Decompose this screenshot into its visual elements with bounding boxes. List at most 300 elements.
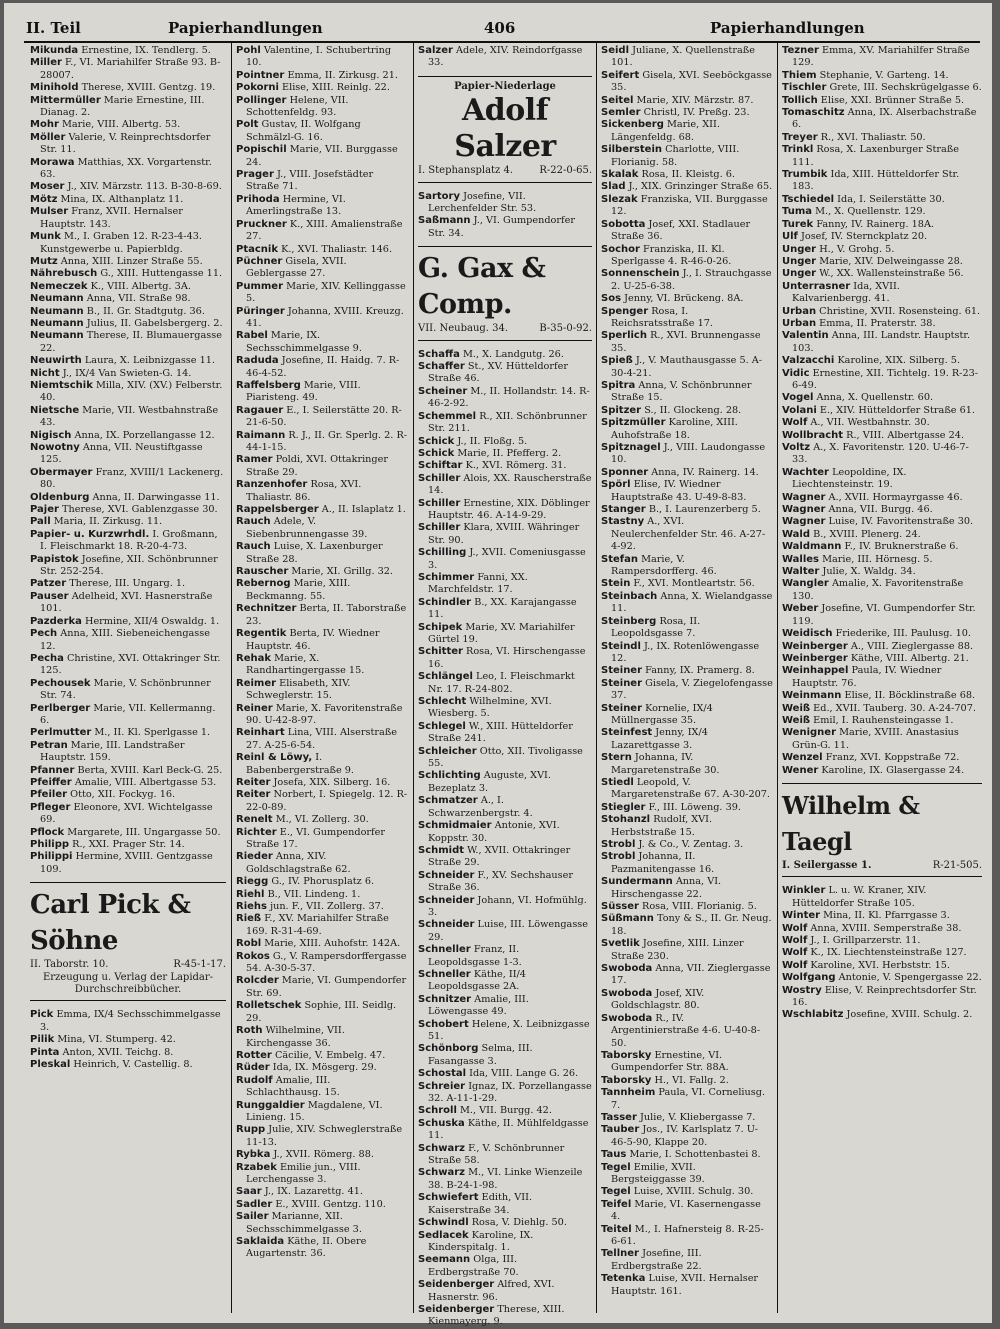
entry-details: Therese, XVIII. Gentzg. 19. <box>81 82 216 94</box>
entry-name: Regentik <box>236 628 287 640</box>
directory-entry <box>418 795 592 820</box>
directory-entry <box>782 417 982 429</box>
entry-name: Ulf <box>782 231 798 243</box>
entry-name: Wenigner <box>782 727 836 739</box>
entry-name: Pfleger <box>30 801 71 813</box>
running-head-left: Papierhandlungen <box>168 19 323 37</box>
entry-details: Lina, VIII. Alserstraße 27. A-25-6-54. <box>246 727 397 751</box>
directory-entry <box>601 1186 773 1198</box>
directory-entry <box>782 960 982 972</box>
entry-name: Tschiedel <box>782 193 835 205</box>
entry-details: M., I. Graben 12. R-23-4-43. Kunstgewerbe u. Papierbldg. <box>40 231 202 255</box>
directory-entry <box>782 578 982 603</box>
entry-name: Riehs <box>236 901 267 913</box>
entry-name: Morawa <box>30 156 75 168</box>
entry-name: Sundermann <box>601 876 673 888</box>
entry-details: Rosa, X. Laxenburger Straße 111. <box>792 144 959 168</box>
entry-name: Steinfest <box>601 727 653 739</box>
directory-entry <box>601 169 773 181</box>
entry-name: Spieß <box>601 355 633 367</box>
directory-entry <box>782 442 982 467</box>
directory-entry <box>30 1047 226 1059</box>
directory-entry <box>30 839 226 851</box>
entry-details: W., XX. Wallensteinstraße 56. <box>819 268 964 280</box>
entry-name: Nicht <box>30 367 60 379</box>
entry-details: Julius, II. Gabelsbergerg. 2. <box>86 317 223 329</box>
entry-details: Ernestine, XII. Tichtelg. 19. R-23-6-49. <box>792 367 979 391</box>
entry-name: Rechnitzer <box>236 603 297 615</box>
directory-entry <box>601 219 773 244</box>
entry-name: Saßmann <box>418 215 471 227</box>
entry-name: Schiller <box>418 522 461 534</box>
entry-details: B., I. Laurenzerberg 5. <box>648 504 761 516</box>
entry-name: Salzer <box>418 45 453 56</box>
directory-entry <box>236 703 408 728</box>
entry-details: Marie, X. Randhartingergasse 15. <box>246 652 365 677</box>
directory-entry <box>601 516 773 553</box>
entry-details: Anna, XIII. Linzer Straße 55. <box>60 255 203 267</box>
directory-entry <box>601 405 773 417</box>
entry-name: Urban <box>782 317 817 329</box>
directory-entry <box>236 82 408 94</box>
directory-entry <box>782 516 982 528</box>
entry-name: Schaffer <box>418 361 465 373</box>
directory-entry <box>601 616 773 641</box>
entry-details: F., V. Schönbrunner Straße 58. <box>428 1142 565 1167</box>
entry-name: Obermayer <box>30 466 93 478</box>
entry-details: Marie, XIII. Beckmanng. 55. <box>246 578 351 602</box>
directory-entry <box>601 194 773 219</box>
entry-details: Kornelie, IX/4 Müllnergasse 35. <box>611 702 713 726</box>
entry-name: Patzer <box>30 578 67 590</box>
entry-name: Popischil <box>236 144 287 156</box>
entry-details: Josefine, II. Haidg. 7. R-46-4-52. <box>246 355 400 379</box>
entry-name: Stern <box>601 752 632 764</box>
entry-name: Pall <box>30 516 51 528</box>
entry-details: Berta, II. Taborstraße 23. <box>246 603 407 627</box>
entry-details: Ernestine, XIX. Döblinger Hauptstr. 46. A-14-9-29. <box>428 497 590 521</box>
entry-name: Pflock <box>30 826 65 838</box>
directory-entry <box>236 653 408 678</box>
directory-entry <box>418 1105 592 1117</box>
directory-entry <box>601 306 773 331</box>
directory-entry <box>236 380 408 405</box>
entry-name: Schemmel <box>418 410 477 422</box>
entry-details: F., VI. Mariahilfer Straße 93. B-28007. <box>40 57 221 81</box>
entry-details: Elise, XIII. Reinlg. 22. <box>282 82 390 94</box>
directory-entry <box>236 355 408 380</box>
entry-details: Marie, XI. Grillg. 32. <box>291 566 394 578</box>
entry-name: Pecha <box>30 652 64 664</box>
entry-list <box>236 45 408 1261</box>
directory-entry <box>236 876 408 888</box>
directory-entry <box>782 430 982 442</box>
column-rule <box>777 43 778 1313</box>
directory-entry <box>236 814 408 826</box>
entry-name: Riehl <box>236 888 265 900</box>
directory-entry <box>236 1162 408 1187</box>
directory-entry <box>236 70 408 82</box>
entry-name: Perlmutter <box>30 727 92 739</box>
directory-entry <box>782 281 982 306</box>
entry-details: Juliane, X. Quellenstraße 101. <box>611 45 755 69</box>
entry-details: Leopoldine, IX. Liechtensteinstr. 19. <box>792 466 907 491</box>
directory-page <box>4 3 992 1328</box>
entry-details: E., I. Seilerstätte 20. R-21-6-50. <box>246 404 402 429</box>
entry-details: Emma, XV. Mariahilfer Straße 129. <box>792 45 970 69</box>
entry-details: M., VII. Burgg. 42. <box>460 1105 552 1117</box>
entry-details: Auguste, XVI. Bezeplatz 3. <box>428 770 551 794</box>
entry-details: Marie, XVIII. Anastasius Grün-G. 11. <box>792 727 959 751</box>
entry-details: Maria, II. Zirkusg. 11. <box>53 516 163 528</box>
directory-entry <box>782 405 982 417</box>
advert-phone: R-21-505. <box>932 859 982 871</box>
directory-entry <box>30 529 226 554</box>
entry-details: Emma, II. Praterstr. 38. <box>819 317 936 329</box>
entry-details: Anna, X. Quellenstr. 60. <box>816 392 934 404</box>
directory-entry <box>30 430 226 442</box>
entry-details: Leo, I. Fleischmarkt Nr. 17. R-24-802. <box>428 671 575 695</box>
directory-entry <box>601 1162 773 1187</box>
entry-details: Johanna, XVIII. Kreuzg. 41. <box>246 305 404 329</box>
entry-details: Marie, VI. Kasernengasse 4. <box>611 1198 761 1223</box>
directory-entry <box>782 529 982 541</box>
entry-name: Mötz <box>30 193 58 205</box>
entry-details: Tony & S., II. Gr. Neug. 18. <box>611 913 772 937</box>
entry-name: Schostal <box>418 1068 467 1080</box>
directory-entry <box>418 572 592 597</box>
directory-entry <box>30 194 226 206</box>
entry-name: Pollinger <box>236 94 287 106</box>
entry-name: Schneider <box>418 919 475 931</box>
entry-details: Josefine, XII. Schönbrunner Str. 252-254. <box>40 553 218 578</box>
entry-name: Rotter <box>236 1049 272 1061</box>
entry-details: Marianne, XII. Sechsschimmelgasse 3. <box>246 1211 362 1235</box>
entry-details: Mina, IX. Althanplatz 11. <box>60 193 184 205</box>
entry-name: Sonnenschein <box>601 268 680 280</box>
entry-details: M., VI. Linke Wienzeile 38. B-24-1-98. <box>428 1167 583 1191</box>
entry-details: Eleonore, XVI. Wichtelgasse 69. <box>40 801 213 826</box>
entry-details: L. u. W. Kraner, XIV. Hütteldorfer Straße 105. <box>792 885 927 909</box>
directory-entry <box>30 653 226 678</box>
entry-name: Süsser <box>601 901 639 913</box>
entry-details: Alfred, XVI. Hasnerstr. 96. <box>428 1279 555 1303</box>
entry-name: Tischler <box>782 82 827 94</box>
entry-details: J., IX. Lazarettg. 41. <box>264 1186 363 1198</box>
advert-address-row <box>30 959 226 971</box>
entry-details: J., VIII. Laudongasse 10. <box>611 442 766 466</box>
column-rule <box>596 43 597 1313</box>
entry-details: I. Babenbergerstraße 9. <box>246 752 354 776</box>
directory-entry <box>418 522 592 547</box>
directory-entry <box>418 1081 592 1106</box>
directory-entry <box>601 1112 773 1124</box>
entry-name: Rupp <box>236 1124 266 1136</box>
directory-entry <box>601 1124 773 1149</box>
advert-address-row <box>418 165 592 177</box>
entry-name: Spitzer <box>601 404 642 416</box>
directory-entry <box>236 405 408 430</box>
entry-details: Cäcilie, V. Embelg. 47. <box>274 1049 386 1061</box>
entry-name: Weinberger <box>782 640 848 652</box>
entry-name: Pfeiler <box>30 789 68 801</box>
entry-name: Walter <box>782 566 820 578</box>
entry-name: Niemtschik <box>30 379 93 391</box>
directory-entry <box>601 244 773 269</box>
directory-entry <box>30 578 226 590</box>
entry-name: Valzacchi <box>782 355 835 367</box>
entry-name: Reinhart <box>236 727 285 739</box>
entry-details: Ignaz, IX. Porzellangasse 32. A-11-1-29. <box>428 1080 592 1105</box>
entry-details: K., XIII. Amalienstraße 27. <box>246 218 403 243</box>
entry-details: Marie, VII. Westbahnstraße 43. <box>40 404 219 429</box>
directory-entry <box>418 1019 592 1044</box>
directory-entry <box>601 144 773 169</box>
entry-name: Tetenka <box>601 1273 646 1285</box>
entry-name: Pajer <box>30 504 59 516</box>
directory-entry <box>782 492 982 504</box>
entry-list <box>782 45 982 777</box>
directory-entry <box>30 492 226 504</box>
entry-details: Karoline, XIII. Auhofstraße 18. <box>611 417 738 441</box>
entry-name: Reiner <box>236 702 273 714</box>
entry-details: Anna, IX. Alserbachstraße 6. <box>792 107 977 131</box>
entry-details: J., IX. Rotenlöwengasse 12. <box>611 640 760 664</box>
entry-details: Anna, IX. Porzellangasse 12. <box>74 429 215 441</box>
directory-entry <box>236 1100 408 1125</box>
entry-details: A., II. Islaplatz 1. <box>321 504 406 516</box>
entry-name: Pokorni <box>236 82 279 94</box>
directory-entry <box>236 504 408 516</box>
directory-entry <box>30 119 226 131</box>
directory-entry <box>782 985 982 1010</box>
directory-entry <box>418 45 592 70</box>
entry-details: Matthias, XX. Vorgartenstr. 63. <box>40 156 212 181</box>
directory-entry <box>782 194 982 206</box>
entry-name: Raduda <box>236 355 279 367</box>
entry-name: Renelt <box>236 814 273 826</box>
directory-entry <box>418 919 592 944</box>
directory-entry <box>418 1217 592 1229</box>
entry-details: Mina, VI. Stumperg. 42. <box>57 1034 176 1046</box>
entry-details: Gisela, V. Ziegelofengasse 37. <box>611 677 773 702</box>
entry-name: Thiem <box>782 69 817 81</box>
directory-entry <box>782 244 982 256</box>
entry-details: K., XVI. Thaliastr. 146. <box>281 243 393 255</box>
entry-name: Urban <box>782 305 817 317</box>
entry-name: Süßmann <box>601 913 654 925</box>
directory-entry <box>782 690 982 702</box>
entry-details: Emilie jun., VIII. Lerchengasse 3. <box>246 1161 361 1185</box>
entry-details: R. J., II. Gr. Sperlg. 2. R-44-1-15. <box>246 429 408 453</box>
entry-name: Sobotta <box>601 218 646 230</box>
directory-entry <box>236 628 408 653</box>
directory-entry <box>30 95 226 120</box>
directory-entry <box>782 641 982 653</box>
entry-name: Taus <box>601 1149 627 1161</box>
entry-details: Käthe, II. Mühlfeldgasse 11. <box>428 1117 589 1142</box>
directory-entry <box>30 57 226 82</box>
entry-details: Grete, III. Sechskrügelgasse 6. <box>829 82 982 94</box>
part-label: II. Teil <box>26 19 81 37</box>
entry-name: Weidisch <box>782 628 833 640</box>
entry-name: Perlberger <box>30 702 91 714</box>
directory-entry <box>782 935 982 947</box>
entry-details: Anna, IV. Rainerg. 14. <box>651 466 759 478</box>
entry-name: Waldmann <box>782 541 842 553</box>
entry-details: Alois, XX. Rauscherstraße 14. <box>428 472 592 497</box>
entry-name: Prihoda <box>236 193 280 205</box>
entry-name: Wagner <box>782 491 826 503</box>
entry-name: Seidenberger <box>418 1279 495 1291</box>
entry-name: Schimmer <box>418 571 475 583</box>
directory-entry <box>236 169 408 194</box>
entry-details: Ida, XIII. Hütteldorfer Str. 183. <box>792 169 960 193</box>
directory-entry <box>782 219 982 231</box>
entry-details: Laura, X. Leibnizgasse 11. <box>84 355 215 367</box>
directory-entry <box>30 628 226 653</box>
directory-entry <box>601 268 773 293</box>
directory-entry <box>601 467 773 479</box>
entry-name: Schiller <box>418 472 461 484</box>
entry-details: Ed., XVII. Tauberg. 30. A-24-707. <box>813 702 976 714</box>
directory-entry <box>782 318 982 330</box>
entry-details: G., V. Rampersdorffergasse 54. A-30-5-37. <box>246 950 407 975</box>
advert-pick <box>30 882 226 1001</box>
entry-details: Käthe, II. Obere Augartenstr. 36. <box>246 1236 367 1260</box>
directory-entry <box>236 1050 408 1062</box>
directory-entry <box>236 306 408 331</box>
directory-entry <box>30 1009 226 1034</box>
directory-entry <box>782 653 982 665</box>
entry-details: A., I. Schwarzenbergstr. 4. <box>428 795 533 819</box>
entry-details: Amalie, VIII. Albertgasse 53. <box>74 776 217 788</box>
entry-details: Valerie, V. Reinprechtsdorfer Str. 11. <box>40 131 211 156</box>
entry-details: M., II. Hollandstr. 14. R-46-2-92. <box>428 385 590 410</box>
directory-entry <box>236 45 408 70</box>
entry-name: Ptacnik <box>236 243 278 255</box>
directory-entry <box>236 194 408 219</box>
entry-details: Antonie, XVI. Koppstr. 30. <box>428 820 560 844</box>
entry-details: Franziska, VII. Burggasse 12. <box>611 193 768 218</box>
entry-details: Marie, V. Schönbrunner Str. 74. <box>40 677 211 702</box>
entry-details: Marie, VII. Burggasse 24. <box>246 144 398 168</box>
entry-name: Wangler <box>782 578 829 590</box>
entry-name: Sochor <box>601 243 640 255</box>
directory-entry <box>418 845 592 870</box>
column-rule <box>231 43 232 1313</box>
directory-entry <box>782 355 982 367</box>
header-rule <box>24 41 980 43</box>
entry-name: Reimer <box>236 677 277 689</box>
entry-details: F., XVI. Montleartstr. 56. <box>633 578 755 590</box>
entry-name: Oldenburg <box>30 491 90 503</box>
entry-name: Pazderka <box>30 615 82 627</box>
directory-entry <box>236 256 408 281</box>
entry-name: Pruckner <box>236 218 287 230</box>
entry-details: Franz, II. Leopoldsgasse 1-3. <box>428 944 522 968</box>
entry-name: Schick <box>418 447 455 459</box>
entry-details: Anna, VII. Straße 98. <box>86 293 191 305</box>
entry-details: Otto, XII. Fockyg. 16. <box>70 789 176 801</box>
directory-entry <box>782 268 982 280</box>
directory-entry <box>30 318 226 330</box>
entry-details: Anna, VII. Burgg. 46. <box>828 504 933 516</box>
advert-phone: R-22-0-65. <box>539 165 592 177</box>
entry-details: Amalie, III. Schlachthausg. 15. <box>246 1074 340 1099</box>
entry-name: Ragauer <box>236 404 284 416</box>
entry-name: Pleskal <box>30 1059 71 1071</box>
directory-entry <box>418 1192 592 1217</box>
directory-entry <box>601 814 773 839</box>
entry-name: Schneider <box>418 869 475 881</box>
entry-details: Marie, VII. Kellermanng. 6. <box>40 702 216 726</box>
entry-details: I. Großmann, I. Fleischmarkt 18. R-20-4-73. <box>40 528 218 553</box>
directory-entry <box>30 442 226 467</box>
entry-name: Neumann <box>30 293 84 305</box>
directory-entry <box>601 901 773 913</box>
directory-entry <box>782 765 982 777</box>
entry-details: Amalie, III. Löwengasse 49. <box>428 993 529 1018</box>
directory-entry <box>601 802 773 814</box>
entry-name: Schiller <box>418 497 461 509</box>
directory-entry <box>236 1186 408 1198</box>
directory-entry <box>782 727 982 752</box>
entry-name: Reiter <box>236 776 271 788</box>
directory-entry <box>236 95 408 120</box>
entry-name: Tegel <box>601 1161 631 1173</box>
entry-name: Wagner <box>782 516 826 528</box>
entry-details: A., VIII. Zieglergasse 88. <box>850 640 974 652</box>
directory-entry <box>30 1059 226 1071</box>
directory-entry <box>782 752 982 764</box>
directory-entry <box>236 1124 408 1149</box>
entry-name: Neumann <box>30 330 84 342</box>
directory-entry <box>601 554 773 579</box>
advert-kicker: Papier-Niederlage <box>454 80 556 92</box>
entry-name: Rebernog <box>236 578 291 590</box>
directory-entry <box>30 368 226 380</box>
entry-name: Wolf <box>782 947 808 959</box>
entry-name: Wachter <box>782 466 829 478</box>
entry-name: Schitter <box>418 646 463 658</box>
directory-entry <box>601 380 773 405</box>
entry-list <box>601 45 773 1298</box>
directory-entry <box>782 231 982 243</box>
entry-name: Philippi <box>30 851 73 863</box>
entry-details: Emma, IX/4 Sechsschimmelgasse 3. <box>40 1009 221 1033</box>
directory-entry <box>782 972 982 984</box>
entry-name: Strobl <box>601 851 636 863</box>
entry-details: A., VII. Westbahnstr. 30. <box>810 417 930 429</box>
entry-name: Silberstein <box>601 144 662 156</box>
entry-name: Walles <box>782 553 820 565</box>
entry-name: Rehak <box>236 652 271 664</box>
entry-name: Wald <box>782 528 811 540</box>
entry-details: Magdalene, VI. Linieng. 15. <box>246 1099 383 1123</box>
entry-name: Spitzmüller <box>601 417 666 429</box>
directory-entry <box>601 504 773 516</box>
directory-entry <box>418 411 592 436</box>
directory-entry <box>236 913 408 938</box>
entry-details: B., XVIII. Plenerg. 24. <box>813 528 921 540</box>
entry-name: Steiner <box>601 677 643 689</box>
directory-entry <box>30 616 226 628</box>
entry-details: Berta, XVIII. Karl Beck-G. 25. <box>77 764 223 776</box>
entry-name: Schindler <box>418 596 472 608</box>
directory-entry <box>30 851 226 876</box>
entry-details: E., VI. Gumpendorfer Straße 17. <box>246 826 386 850</box>
